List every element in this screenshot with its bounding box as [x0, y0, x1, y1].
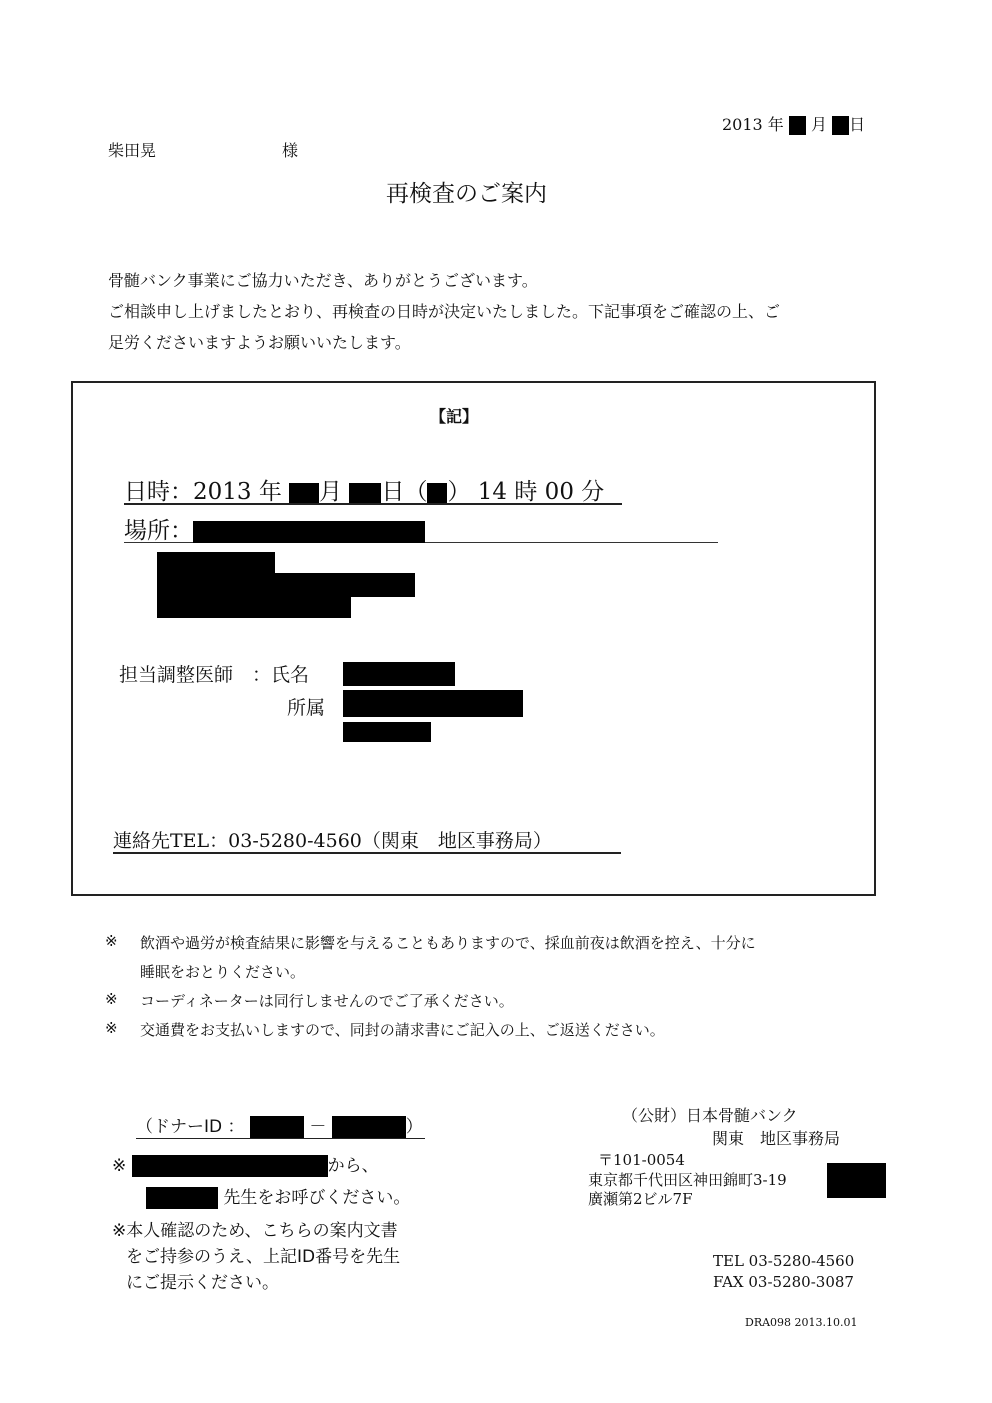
sender-address-2: 廣瀬第2ビル7F [588, 1190, 693, 1208]
note-text-1: 飲酒や過労が検査結果に影響を与えることもありますので、採血前夜は飲酒を控え、十分に [140, 934, 756, 952]
donor-id-row [136, 1112, 425, 1139]
sender-postal: 〒101-0054 [598, 1151, 685, 1169]
redacted-address-2 [157, 573, 415, 597]
datetime-row [124, 473, 622, 505]
redacted-donor-id-1 [250, 1116, 304, 1138]
hand-line-2-suffix: 先生をお呼びください。 [223, 1188, 411, 1208]
hand-line-1 [112, 1151, 379, 1177]
intro-line-3: 足労くださいますようお願いいたします。 [108, 333, 411, 352]
datetime-day: 日 [381, 479, 405, 505]
sender-address-1: 東京都千代田区神田錦町3-19 [588, 1171, 787, 1189]
recipient-honorific: 様 [282, 141, 299, 160]
issue-date-month: 月 [811, 115, 828, 134]
redacted-weekday [427, 483, 447, 503]
datetime-time: 14 時 00 分 [477, 479, 605, 505]
hand-line-4: をご持参のうえ、上記ID番号を先生 [126, 1247, 401, 1267]
doctor-label: 担当調整医師 ：氏名 [119, 664, 310, 686]
place-row [124, 512, 718, 543]
redacted-address-1 [157, 552, 275, 574]
redacted-address-3 [157, 596, 351, 618]
footer-code: DRA098 2013.10.01 [745, 1316, 858, 1329]
intro-line-1: 骨髄バンク事業にご協力いただき、ありがとうございます。 [108, 271, 538, 290]
donor-id-open: （ドナーID ： [136, 1117, 245, 1137]
redacted-affiliation-2 [343, 722, 431, 742]
hand-line-2 [146, 1183, 410, 1209]
datetime-month: 月 [319, 479, 343, 505]
note-text-2: コーディネーターは同行しませんのでご了承ください。 [140, 992, 514, 1010]
weekday-close: ） [447, 479, 471, 505]
donor-id-close: ） [405, 1117, 423, 1137]
contact-row: 連絡先TEL：03-5280-4560（関東 地区事務局） [113, 826, 621, 854]
note-mark-1: ※ [105, 932, 118, 950]
redacted-visit-month [289, 483, 319, 503]
notice-box [71, 381, 876, 896]
page-title: 再検査のご案内 [386, 181, 547, 207]
issue-date [722, 112, 865, 135]
hand-line-3: ※本人確認のため、こちらの案内文書 [112, 1221, 398, 1241]
notice-heading: 【記】 [430, 407, 479, 426]
sender-org: （公財）日本骨髄バンク [622, 1106, 798, 1125]
redacted-hospital [132, 1155, 328, 1177]
note-text-3: 交通費をお支払いしますので、同封の請求書にご記入の上、ご返送ください。 [140, 1021, 665, 1039]
issue-date-day: 日 [849, 115, 866, 134]
note-mark-2: ※ [105, 990, 118, 1008]
hand-line-5: にご提示ください。 [126, 1273, 279, 1293]
affiliation-label: 所属 [287, 697, 326, 719]
redacted-doctor-name [343, 662, 455, 686]
redacted-visit-day [349, 483, 381, 503]
issue-date-year: 2013 年 [722, 115, 784, 134]
intro-line-2: ご相談申し上げましたとおり、再検査の日時が決定いたしました。下記事項をご確認の上、ご [108, 302, 781, 321]
sender-office: 関東 地区事務局 [712, 1129, 841, 1148]
sender-tel: TEL 03-5280-4560 [713, 1252, 855, 1270]
note-mark-3: ※ [105, 1019, 118, 1037]
place-label: 場所： [124, 518, 193, 544]
hand-line-1-mark: ※ [112, 1156, 127, 1176]
redacted-place [193, 521, 425, 543]
redacted-donor-id-2 [332, 1116, 406, 1138]
redacted-day [832, 116, 849, 135]
recipient-name: 柴田晃 [108, 141, 157, 160]
sender-fax: FAX 03-5280-3087 [713, 1273, 854, 1291]
hand-line-1-suffix: から、 [327, 1156, 379, 1176]
datetime-label: 日時： [124, 479, 193, 505]
redacted-doctor [146, 1187, 218, 1209]
datetime-year: 2013 年 [193, 479, 282, 505]
donor-id-dash: － [309, 1117, 327, 1137]
redacted-affiliation [343, 690, 523, 717]
redacted-address-room [827, 1163, 886, 1198]
weekday-open: （ [404, 479, 428, 505]
note-text-1b: 睡眠をおとりください。 [140, 963, 306, 981]
redacted-month [789, 116, 806, 135]
